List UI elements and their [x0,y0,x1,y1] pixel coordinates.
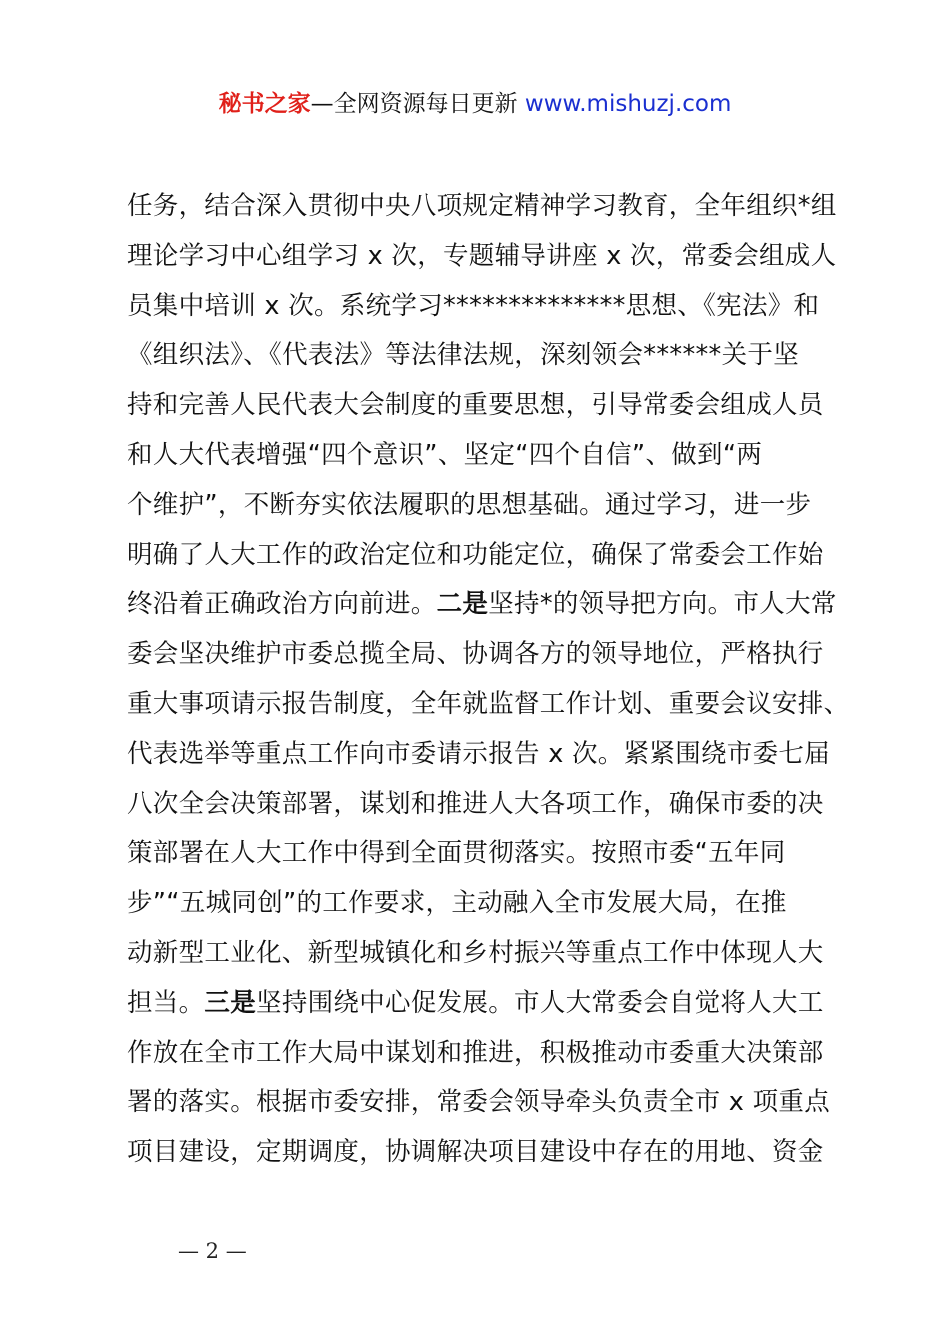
text-run: 个维护”，不断夯实依法履职的思想基础。通过学习，进一步 [127,489,812,520]
text-line [127,481,839,531]
text-line [127,979,839,1029]
website-url: www.mishuzj.com [524,91,732,117]
text-line [127,1128,839,1178]
text-line [127,431,839,481]
text-line [127,232,839,282]
brand-name: 秘书之家 [218,91,311,117]
text-run: 坚持*的领导把方向。市人大常 [488,589,837,620]
text-run: 动新型工业化、新型城镇化和乡村振兴等重点工作中体现人大 [127,937,824,968]
text-run: 持和完善人民代表大会制度的重要思想，引导常委会组成人员 [127,390,824,421]
document-body [127,182,850,1178]
text-run: 署的落实。根据市委安排，常委会领导牵头负责全市 x 项重点 [127,1087,831,1118]
text-run: 终沿着正确政治方向前进。 [127,589,437,620]
text-run: 委会坚决维护市委总揽全局、协调各方的领导地位，严格执行 [127,639,824,670]
text-run: 代表选举等重点工作向市委请示报告 x 次。紧紧围绕市委七届 [127,738,831,769]
text-line [127,282,839,332]
text-run: 步”“五城同创”的工作要求，主动融入全市发展大局，在推 [127,888,787,919]
text-line [127,182,839,232]
bold-run: 二是 [436,589,489,620]
text-run: 八次全会决策部署，谋划和推进人大各项工作，确保市委的决 [127,788,824,819]
text-run: 坚持围绕中心促发展。市人大常委会自觉将人大工 [256,987,824,1018]
text-run: 项目建设，定期调度，协调解决项目建设中存在的用地、资金 [127,1137,824,1168]
text-run: 理论学习中心组学习 x 次，专题辅导讲座 x 次，常委会组成人 [127,240,837,271]
page-header [0,86,950,122]
text-run: 明确了人大工作的政治定位和功能定位，确保了常委会工作始 [127,539,824,570]
text-line [127,680,850,730]
text-run: 策部署在人大工作中得到全面贯彻落实。按照市委“五年同 [127,838,786,869]
text-run: 重大事项请示报告制度，全年就监督工作计划、重要会议安排、 [127,688,850,719]
text-line [127,630,839,680]
text-line [127,331,839,381]
text-line [127,1029,839,1079]
text-line [127,1078,839,1128]
text-line [127,730,839,780]
page-number: — 2 — [178,1239,247,1263]
text-run: 《组织法》、《代表法》等法律法规，深刻领会******关于坚 [127,340,800,371]
text-run: 作放在全市工作大局中谋划和推进，积极推动市委重大决策部 [127,1037,824,1068]
text-line [127,829,839,879]
text-run: 担当。 [127,987,205,1018]
text-line [127,780,839,830]
text-run: 任务，结合深入贯彻中央八项规定精神学习教育，全年组织*组 [127,191,837,221]
text-run: 和人大代表增强“四个意识”、坚定“四个自信”、做到“两 [127,439,763,470]
header-tagline: —全网资源每日更新 [310,91,525,117]
text-line [127,879,839,929]
text-line [127,381,839,431]
text-run: 员集中培训 x 次。系统学习**************思想、《宪法》和 [127,290,820,321]
text-line [127,531,839,581]
text-line [127,929,839,979]
bold-run: 三是 [204,987,257,1018]
text-line [127,580,839,630]
